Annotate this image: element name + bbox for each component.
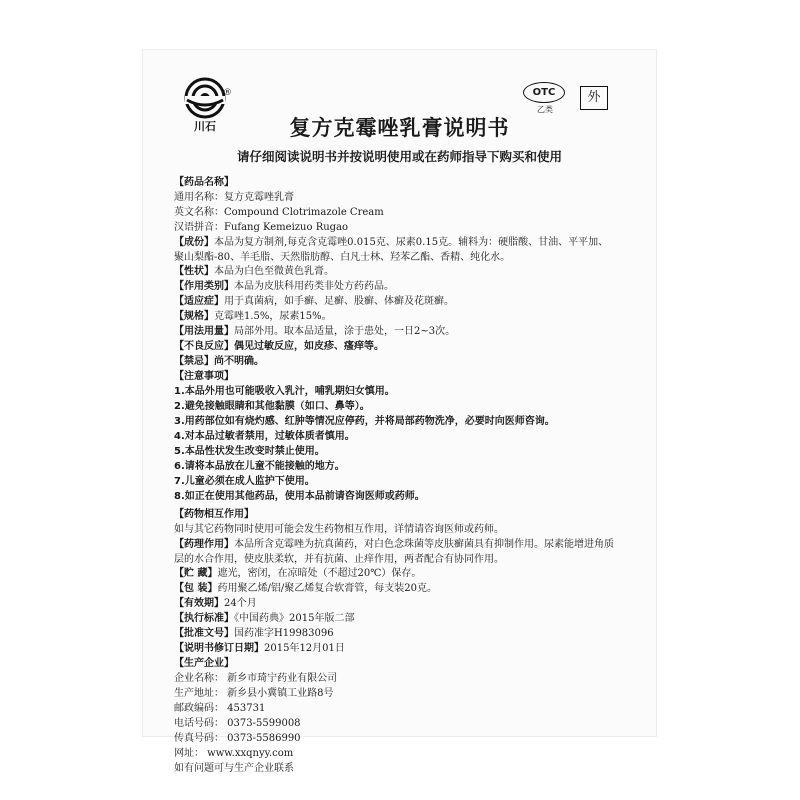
otc-class-label: 乙类 xyxy=(537,105,553,114)
approval-text: 国药准字H19983096 xyxy=(234,628,334,639)
spec-section xyxy=(174,310,614,325)
document-subtitle: 请仔细阅读说明书并按说明使用或在药师指导下购买和使用 xyxy=(236,149,562,164)
usage-label: 【用法用量】 xyxy=(174,326,234,337)
adverse-text: 偶见过敏反应，如皮疹、瘙痒等。 xyxy=(234,341,384,352)
usage-section xyxy=(174,325,614,340)
generic-name: 通用名称：复方克霉唑乳膏 xyxy=(174,192,294,203)
properties-text: 本品为白色至微黄色乳膏。 xyxy=(214,266,334,277)
approval-label: 【批准文号】 xyxy=(174,628,234,639)
contraindications-section xyxy=(174,355,614,370)
manufacturer-heading: 【生产企业】 xyxy=(174,658,234,669)
registered-mark: ® xyxy=(223,88,232,98)
revision-section xyxy=(174,642,614,657)
caution-item: 2.避免接触眼睛和其他黏膜（如口、鼻等）。 xyxy=(174,401,370,412)
indications-text: 用于真菌病，如手癣、足癣、股癣、体癣及花斑癣。 xyxy=(224,296,454,307)
validity-text: 24个月 xyxy=(224,598,257,609)
ingredients-section xyxy=(174,236,614,265)
caution-item: 4.对本品过敏者禁用，过敏体质者慎用。 xyxy=(174,431,355,442)
leaflet-content xyxy=(174,176,614,777)
company-address: 生产地址： 新乡县小冀镇工业路8号 xyxy=(174,688,334,699)
storage-label: 【贮 藏】 xyxy=(174,568,218,579)
caution-item: 3.用药部位如有烧灼感、红肿等情况应停药，并将局部药物洗净，必要时向医师咨询。 xyxy=(174,416,555,427)
ingredients-label: 【成份】 xyxy=(174,237,214,248)
drug-name-heading: 【药品名称】 xyxy=(174,177,234,188)
standard-label: 【执行标准】 xyxy=(174,613,234,624)
package-text: 药用聚乙烯/铝/聚乙烯复合软膏管，每支装20克。 xyxy=(217,583,437,594)
logo-text: 川石 xyxy=(194,120,216,133)
standard-text: 《中国药典》2015年版二部 xyxy=(234,613,355,624)
revision-label: 【说明书修订日期】 xyxy=(174,643,264,654)
company-name: 企业名称： 新乡市琦宁药业有限公司 xyxy=(174,673,338,684)
otc-label: OTC xyxy=(523,82,565,103)
contraindications-text: 尚不明确。 xyxy=(214,356,264,367)
category-section xyxy=(174,280,614,295)
adverse-section xyxy=(174,340,614,355)
external-use-badge: 外 xyxy=(580,86,608,110)
caution-item: 7.儿童必须在成人监护下使用。 xyxy=(174,476,315,487)
caution-item: 8.如正在使用其他药品，使用本品前请咨询医师或药师。 xyxy=(174,491,425,502)
website: 网址： www.xxqnyy.com xyxy=(174,748,294,759)
storage-section xyxy=(174,567,614,582)
indications-section xyxy=(174,295,614,310)
pharmacology-label: 【药理作用】 xyxy=(174,539,234,550)
spec-label: 【规格】 xyxy=(174,311,214,322)
revision-text: 2015年12月01日 xyxy=(264,643,345,654)
interactions-text: 如与其它药物同时使用可能会发生药物相互作用，详情请咨询医师或药师。 xyxy=(174,524,504,535)
pharmacology-section xyxy=(174,538,614,567)
package-section xyxy=(174,582,614,597)
ingredients-text: 本品为复方制剂,每克含克霉唑0.015克、尿素0.15克。辅料为：硬脂酸、甘油、平平加、聚山梨酯-80、羊毛脂、天然脂肪醇、白凡士林、羟苯乙酯、香精、纯化水。 xyxy=(174,237,609,263)
pharmacology-text: 本品所含克霉唑为抗真菌药，对白色念珠菌等皮肤癣菌具有抑制作用。尿素能增进角质层的水合作用，使皮肤柔软，并有抗菌、止痒作用，两者配合有协同作用。 xyxy=(174,539,614,565)
english-name: 英文名称：Compound Clotrimazole Cream xyxy=(174,207,384,218)
document-title: 复方克霉唑乳膏说明书 xyxy=(289,116,510,140)
validity-label: 【有效期】 xyxy=(174,598,224,609)
phone-number: 电话号码： 0373-5599008 xyxy=(174,718,301,729)
caution-item: 5.本品性状发生改变时禁止使用。 xyxy=(174,446,325,457)
adverse-label: 【不良反应】 xyxy=(174,341,234,352)
properties-section xyxy=(174,265,614,280)
postcode: 邮政编码： 453731 xyxy=(174,703,266,714)
pinyin-name: 汉语拼音：Fufang Kemeizuo Rugao xyxy=(174,222,349,233)
package-label: 【包 装】 xyxy=(174,583,218,594)
spec-text: 克霉唑1.5%，尿素15%。 xyxy=(214,311,332,322)
usage-text: 局部外用。取本品适量，涂于患处，一日2~3次。 xyxy=(234,326,456,337)
properties-label: 【性状】 xyxy=(174,266,214,277)
caution-item: 1.本品外用也可能吸收入乳汁，哺乳期妇女慎用。 xyxy=(174,386,395,397)
caution-item: 6.请将本品放在儿童不能接触的地方。 xyxy=(174,461,345,472)
fax-number: 传真号码： 0373-5586990 xyxy=(174,733,301,744)
storage-text: 遮光，密闭，在凉暗处（不超过20℃）保存。 xyxy=(217,568,422,579)
validity-section xyxy=(174,597,614,612)
contact-note: 如有问题可与生产企业联系 xyxy=(174,763,294,774)
cautions-heading: 【注意事项】 xyxy=(174,371,234,382)
category-label: 【作用类别】 xyxy=(174,281,234,292)
leaflet-sheet xyxy=(143,50,656,774)
category-text: 本品为皮肤科用药类非处方药药品。 xyxy=(234,281,394,292)
indications-label: 【适应症】 xyxy=(174,296,224,307)
standard-section xyxy=(174,612,614,627)
interactions-heading: 【药物相互作用】 xyxy=(174,509,254,520)
otc-badge xyxy=(523,82,567,116)
contraindications-label: 【禁忌】 xyxy=(174,356,214,367)
approval-section xyxy=(174,627,614,642)
